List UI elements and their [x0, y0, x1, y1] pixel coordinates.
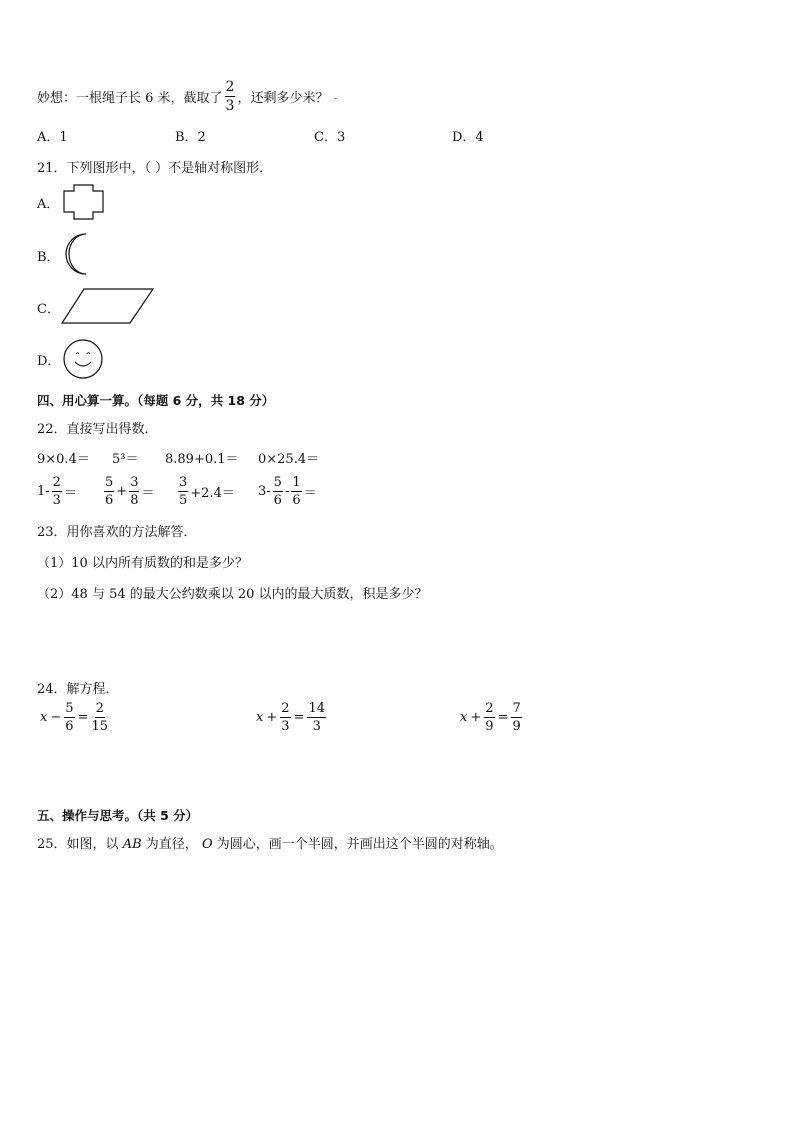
q24-eq2-eq: = [293, 710, 305, 725]
q21-label-b: B． [37, 250, 60, 265]
q20-fraction [225, 80, 236, 113]
q23-part2: （2）48 与 54 的最大公约数乘以 20 以内的最大质数，积是多少？ [37, 587, 428, 602]
q24-eq1-num2: 2 [95, 701, 104, 716]
q22-e4-num1: 5 [273, 475, 282, 490]
q25-ab: AB [122, 837, 142, 852]
q24-eq2-den2: 3 [312, 719, 321, 734]
q24-eq3-x: x [460, 710, 468, 725]
q20-option-a: A．1 [37, 130, 68, 145]
q20-dot: . [334, 91, 338, 102]
q24-eq1-op: − [50, 710, 62, 725]
crescent-shape [60, 232, 96, 276]
q21-label-a: A． [37, 197, 60, 212]
q24-eq3-num2: 7 [512, 701, 521, 716]
q22-row1-e2: 5³＝ [112, 452, 139, 467]
q24-eq2-frac2 [307, 702, 326, 733]
q24-eq2-x: x [256, 710, 264, 725]
q21-label-d: D． [37, 354, 61, 369]
q22-row1-e4: 0×25.4＝ [258, 452, 320, 467]
q23-part1: （1）10 以内所有质数的和是多少？ [37, 556, 248, 571]
q20-frac-den: 3 [225, 98, 235, 114]
q25-line [37, 833, 503, 852]
q22-e4-post: ＝ [303, 486, 317, 501]
section4-title: 四、用心算一算。（每题 6 分，共 18 分） [37, 393, 275, 408]
parallelogram-shape [60, 287, 156, 325]
q24-equation-2 [256, 702, 326, 733]
q22-e2-post: ＝ [141, 486, 155, 501]
q24-eq3-frac2 [511, 702, 521, 733]
q22-row1-e3: 8.89+0.1＝ [165, 452, 239, 467]
q22-row2-e2 [104, 476, 154, 507]
q22-row1-e1: 9×0.4＝ [37, 452, 90, 467]
cross-shape [62, 184, 106, 220]
q24-eq2-den1: 3 [281, 719, 290, 734]
q20-line [37, 80, 337, 113]
q22-e3-post: +2.4＝ [190, 486, 235, 501]
q20-option-c: C．3 [314, 130, 346, 145]
q22-e4-frac1 [273, 476, 283, 507]
q25-pre: 25．如图，以 [37, 837, 119, 852]
q20-frac-num: 2 [225, 79, 235, 95]
q24-eq1-x: x [40, 710, 48, 725]
q24-equation-3 [460, 702, 522, 733]
q25-post: 为圆心，画一个半圆，并画出这个半圆的对称轴。 [216, 837, 503, 852]
q22-e4-op: - [284, 484, 290, 499]
q20-prefix: 妙想：一根绳子长 6 米，截取了 [37, 91, 223, 106]
q22-stem: 22．直接写出得数． [37, 422, 158, 437]
q20-option-b: B．2 [175, 130, 206, 145]
q20-option-d: D．4 [452, 130, 484, 145]
q22-e3-num: 3 [179, 475, 188, 490]
q22-e3-frac [178, 476, 188, 507]
q24-eq1-den2: 15 [91, 719, 108, 734]
q25-mid: 为直径， [145, 837, 198, 852]
q24-eq3-num1: 2 [485, 701, 494, 716]
q24-stem: 24．解方程． [37, 682, 119, 697]
q22-e4-num2: 1 [292, 475, 301, 490]
q21-label-c: C． [37, 302, 60, 317]
q22-e2-num1: 5 [105, 475, 114, 490]
q22-e4-den1: 6 [273, 493, 282, 508]
q22-e1-pre: 1- [37, 484, 50, 499]
smiley-face-shape [62, 338, 104, 380]
q24-eq3-frac1 [484, 702, 494, 733]
q22-e3-den: 5 [179, 493, 188, 508]
q24-eq1-eq: = [77, 710, 89, 725]
q22-e2-den1: 6 [105, 493, 114, 508]
q24-eq3-eq: = [497, 710, 509, 725]
q22-e2-op: + [116, 484, 128, 499]
q20-suffix: ，还剩多少米？ [237, 91, 329, 106]
q24-eq2-frac1 [280, 702, 290, 733]
q24-eq2-num2: 14 [308, 701, 325, 716]
q23-stem: 23．用你喜欢的方法解答． [37, 525, 197, 540]
q24-eq2-num1: 2 [281, 701, 290, 716]
q24-eq3-den2: 9 [512, 719, 521, 734]
q22-row2-e1 [37, 476, 77, 507]
q24-eq1-frac2 [91, 702, 108, 733]
q22-e2-frac2 [129, 476, 139, 507]
q22-e1-num: 2 [52, 475, 61, 490]
q24-equation-1 [40, 702, 108, 733]
q24-eq1-den1: 6 [65, 719, 74, 734]
q21-stem: 21．下列图形中，（ ）不是轴对称图形． [37, 161, 273, 176]
q24-eq2-op: + [266, 710, 278, 725]
q22-e4-frac2 [291, 476, 301, 507]
section5-title: 五、操作与思考。（共 5 分） [37, 808, 199, 823]
q22-e2-den2: 8 [130, 493, 139, 508]
q22-e4-den2: 6 [292, 493, 301, 508]
q22-e4-pre: 3- [258, 484, 271, 499]
q22-e1-post: ＝ [63, 486, 77, 501]
q22-row2-e3 [178, 476, 235, 507]
q22-e2-num2: 3 [130, 475, 139, 490]
q22-row2-e4 [258, 476, 317, 507]
q22-e2-frac1 [104, 476, 114, 507]
q24-eq3-op: + [470, 710, 482, 725]
q22-e1-den: 3 [52, 493, 61, 508]
q25-o: O [201, 837, 213, 852]
q24-eq3-den1: 9 [485, 719, 494, 734]
q24-eq1-frac1 [64, 702, 74, 733]
q24-eq1-num1: 5 [65, 701, 74, 716]
q22-e1-frac [52, 476, 62, 507]
